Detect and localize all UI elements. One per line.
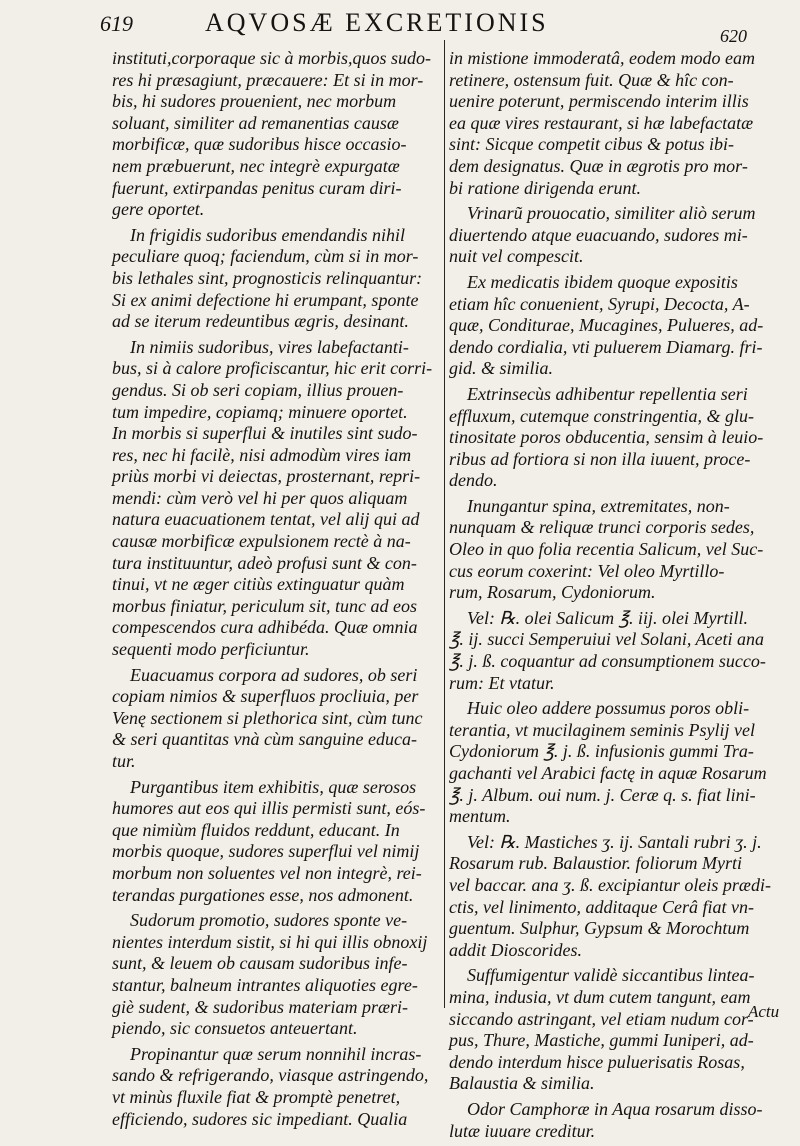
paragraph: [449, 698, 787, 828]
left-text-column: [112, 48, 442, 1134]
paragraph: [449, 832, 787, 962]
text-line: gere oportet.: [112, 199, 205, 220]
text-line: piendo, sic consuetos anteuertant.: [112, 1018, 358, 1039]
paragraph: [449, 1099, 787, 1142]
text-line: ℥. j. Album. oui num. j. Ceræ q. s. fiat lini-: [449, 784, 756, 805]
text-line: gendus. Si ob seri copiam, illius prouen-: [112, 379, 404, 400]
text-line: bi ratione dirigenda erunt.: [449, 177, 641, 198]
text-line: nem præbuerunt, nec integrè expurgatæ: [112, 155, 400, 176]
text-line: ad se iterum redeuntibus ægris, desinant.: [112, 311, 409, 332]
text-line: stantur, balneum intrantes aliquoties egre-: [112, 974, 418, 995]
right-text-column: [449, 48, 787, 1146]
text-line: cus eorum coxerint: Vel oleo Myrtillo-: [449, 560, 725, 581]
text-line: Balaustia & similia.: [449, 1073, 595, 1094]
text-line: gid. & similia.: [449, 358, 554, 379]
text-line: Sudorum promotio, sudores sponte ve-: [130, 910, 408, 931]
text-line: priùs morbi vi deiectas, prosternant, repri-: [112, 466, 421, 487]
text-line: Suffumigentur validè siccantibus lintea-: [467, 965, 755, 986]
paragraph: [449, 608, 787, 694]
text-line: lutæ iuuare creditur.: [449, 1120, 596, 1141]
text-line: mina, indusia, vt dum cutem tangunt, eam: [449, 986, 751, 1007]
text-line: quæ, Conditurae, Mucagines, Pulueres, ad-: [449, 315, 764, 336]
text-line: morbis quoque, sudores superflui vel nimij: [112, 841, 420, 862]
text-line: terandas purgationes esse, nos admonent.: [112, 884, 414, 905]
text-line: mentum.: [449, 806, 511, 827]
text-line: ea quæ vires restaurant, si hæ labefactatæ: [449, 112, 754, 133]
text-line: nientes interdum sistit, si hi qui illis obnoxij: [112, 931, 428, 952]
text-line: sint: Sicque competit cibus & potus ibi-: [449, 134, 734, 155]
text-line: peculiare quoq; faciendum, cùm si in mor-: [112, 246, 419, 267]
text-line: Inungantur spina, extremitates, non-: [467, 495, 730, 516]
catchword: Actu: [748, 1002, 780, 1021]
text-line: Extrinsecùs adhibentur repellentia seri: [467, 383, 748, 404]
paragraph: [449, 48, 787, 199]
column-divider: [444, 40, 445, 1008]
left-page-number: 619: [100, 11, 133, 36]
text-line: etiam hîc conuenient, Syrupi, Decocta, A-: [449, 293, 750, 314]
text-line: bis, hi sudores prouenient, nec morbum: [112, 91, 397, 112]
text-line: sando & refrigerando, viasque astringendo,: [112, 1065, 429, 1086]
text-line: dem designatus. Quæ in ægrotis pro mor-: [449, 155, 748, 176]
text-line: res hi præsagiunt, præcauere: Et si in mor-: [112, 69, 424, 90]
text-line: Rosarum rub. Balaustior. foliorum Myrti: [449, 853, 743, 874]
paragraph: [112, 665, 442, 773]
paragraph: [449, 384, 787, 492]
text-line: soluant, similiter ad remanentias causæ: [112, 112, 399, 133]
text-line: siccando astringant, vel etiam nudum cor-: [449, 1008, 754, 1029]
text-line: efficiendo, sudores sic impediant. Qualia: [112, 1108, 408, 1129]
text-line: rum, Rosarum, Cydoniorum.: [449, 582, 656, 603]
text-line: diuertendo atque euacuando, sudores mi-: [449, 224, 748, 245]
text-line: Cydoniorum ℥. j. ß. infusionis gummi Tra-: [449, 741, 754, 762]
paragraph: [112, 777, 442, 907]
text-line: rum: Et vtatur.: [449, 672, 555, 693]
paragraph: [449, 272, 787, 380]
text-line: tinositate poros obducentia, sensim à leuio-: [449, 427, 764, 448]
text-line: tur.: [112, 751, 136, 771]
text-line: Oleo in quo folia recentia Salicum, vel Suc-: [449, 539, 764, 560]
paragraph: [112, 225, 442, 333]
text-line: pus, Thure, Mastiche, gummi Iuniperi, ad-: [449, 1030, 754, 1051]
text-line: Propinantur quæ serum nonnihil incras-: [130, 1043, 422, 1064]
text-line: bus, si à calore proficiscantur, hic erit corri-: [112, 358, 433, 379]
text-line: In frigidis sudoribus emendandis nihil: [130, 224, 406, 245]
paragraph: [112, 48, 442, 221]
text-line: nunquam & reliquæ trunci corporis sedes,: [449, 517, 755, 538]
text-line: ℥. j. ß. coquantur ad consumptionem succo-: [449, 651, 766, 672]
paragraph: [449, 203, 787, 268]
text-line: Vel: ℞. Mastiches ʒ. ij. Santali rubri ʒ. j.: [467, 831, 762, 852]
right-page-number: 620: [720, 26, 747, 46]
text-line: gachanti vel Arabici factę in aquæ Rosarum: [449, 763, 767, 783]
text-line: morbus finiatur, periculum sit, tunc ad eos: [112, 595, 417, 616]
text-line: mendi: cùm verò vel hi per quos aliquam: [112, 487, 408, 508]
text-line: vt minùs fluxile fiat & promptè penetret,: [112, 1086, 401, 1107]
text-line: Ex medicatis ibidem quoque expositis: [467, 271, 738, 292]
text-line: vel baccar. ana ʒ. ß. excipiantur oleis prædi-: [449, 874, 771, 895]
text-line: In nimiis sudoribus, vires labefactanti-: [130, 336, 409, 357]
text-line: copiam nimios & superfluos procliuia, per: [112, 686, 419, 707]
text-line: Odor Camphoræ in Aqua rosarum disso-: [467, 1098, 763, 1119]
text-line: nuit vel compescit.: [449, 246, 584, 267]
text-line: bis lethales sint, prognosticis relinquantur:: [112, 267, 423, 288]
text-line: Euacuamus corpora ad sudores, ob seri: [130, 664, 418, 685]
text-line: ribus ad fortiora si non illa iuuent, proce-: [449, 448, 751, 469]
paragraph: [449, 496, 787, 604]
text-line: causæ morbificæ expulsionem rectè à na-: [112, 531, 411, 552]
text-line: In morbis si superflui & inutiles sint sudo-: [112, 423, 418, 444]
text-line: natura euacuationem tentat, vel alij qui ad: [112, 509, 420, 530]
text-line: tura instituuntur, adeò profusi sunt & con-: [112, 552, 417, 573]
paragraph: [112, 337, 442, 661]
text-line: que nimiùm fluidos reddunt, educant. In: [112, 819, 400, 840]
text-line: ctis, vel linimento, additaque Cerâ fiat vn-: [449, 896, 754, 917]
text-line: fuerunt, extirpandas penitus curam diri-: [112, 177, 402, 198]
text-line: res, nec hi facilè, nisi admodùm vires iam: [112, 444, 412, 465]
text-line: guentum. Sulphur, Gypsum & Morochtum: [449, 918, 750, 939]
text-line: addit Dioscorides.: [449, 939, 582, 960]
text-line: Purgantibus item exhibitis, quæ serosos: [130, 776, 417, 797]
text-line: tinui, vt ne æger citiùs extinguatur quàm: [112, 574, 405, 595]
text-line: tum impedire, copiamq; minuere oportet.: [112, 401, 408, 422]
text-line: sunt, & leuem ob causam sudoribus infe-: [112, 953, 408, 974]
paragraph: [112, 910, 442, 1040]
text-line: sequenti modo perficiuntur.: [112, 639, 310, 660]
text-line: ℥. ij. succi Semperuiui vel Solani, Aceti ana: [449, 629, 764, 650]
text-line: morbificæ, quæ sudoribus hisce occasio-: [112, 134, 407, 155]
text-line: morbum non soluentes vel non integrè, rei-: [112, 862, 422, 883]
text-line: dendo interdum hisce puluerisatis Rosas,: [449, 1051, 745, 1072]
paragraph: [112, 1044, 442, 1130]
text-line: Vel: ℞. olei Salicum ℥. iij. olei Myrtill.: [467, 607, 748, 628]
text-line: Venę sectionem si plethorica sint, cùm tunc: [112, 707, 423, 728]
text-line: humores aut eos qui illis permisti sunt, eós-: [112, 798, 426, 819]
running-title: AQVOSÆ EXCRETIONIS: [205, 8, 549, 37]
text-line: & seri quantitas vnà cùm sanguine educa-: [112, 729, 417, 750]
text-line: terantia, vt mucilaginem seminis Psylij vel: [449, 719, 755, 740]
text-line: dendo.: [449, 470, 498, 491]
text-line: in mistione immoderatâ, eodem modo eam: [449, 48, 755, 68]
paragraph: [449, 965, 787, 1095]
text-line: dendo cordialia, vti puluerem Diamarg. fri-: [449, 336, 763, 357]
text-line: compescendos cura adhibéda. Quæ omnia: [112, 617, 418, 638]
text-line: instituti,corporaque sic à morbis,quos sudo-: [112, 48, 432, 68]
text-line: giè sudent, & sudoribus materiam præri-: [112, 996, 409, 1017]
text-line: Vrinarũ prouocatio, similiter aliò serum: [467, 203, 756, 224]
text-line: uenire poterunt, permiscendo interim illis: [449, 91, 749, 112]
text-line: retinere, ostensum fuit. Quæ & hîc con-: [449, 69, 734, 90]
text-line: effluxum, cutemque constringentia, & glu-: [449, 405, 754, 426]
text-line: Huic oleo addere possumus poros obli-: [467, 698, 750, 719]
text-line: Si ex animi defectione hi erumpant, sponte: [112, 289, 419, 310]
